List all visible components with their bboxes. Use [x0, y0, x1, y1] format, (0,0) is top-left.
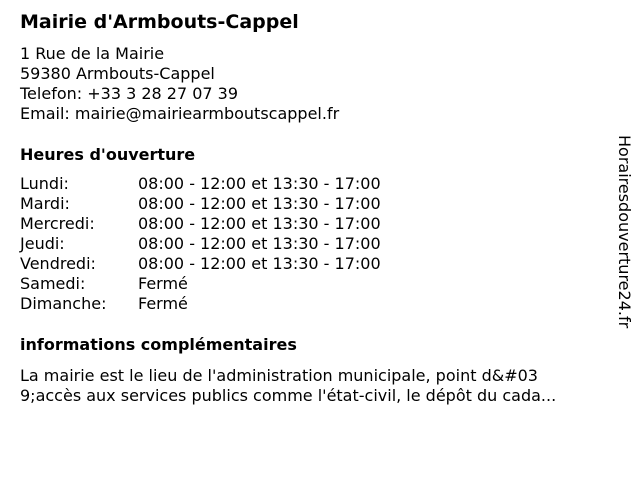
- hours-time: 08:00 - 12:00 et 13:30 - 17:00: [138, 194, 381, 213]
- address-street: 1 Rue de la Mairie: [20, 44, 165, 63]
- hours-heading: Heures d'ouverture: [20, 145, 196, 164]
- hours-day: Jeudi:: [20, 234, 65, 253]
- hours-time: 08:00 - 12:00 et 13:30 - 17:00: [138, 174, 381, 193]
- hours-row-monday: [20, 174, 381, 194]
- hours-time: 08:00 - 12:00 et 13:30 - 17:00: [138, 254, 381, 273]
- hours-time: 08:00 - 12:00 et 13:30 - 17:00: [138, 214, 381, 233]
- hours-row-friday: [20, 254, 381, 274]
- hours-day: Samedi:: [20, 274, 86, 293]
- page-title: Mairie d'Armbouts-Cappel: [20, 11, 299, 33]
- watermark-text: Horairesdouverture24.fr: [615, 135, 634, 329]
- description-line: 9;accès aux services publics comme l'état-civil, le dépôt du cada...: [20, 386, 557, 405]
- hours-time: Fermé: [138, 294, 188, 313]
- description-line: La mairie est le lieu de l'administration municipale, point d&#03: [20, 366, 538, 385]
- info-heading: informations complémentaires: [20, 335, 297, 354]
- hours-row-sunday: [20, 294, 381, 314]
- hours-day: Mercredi:: [20, 214, 95, 233]
- hours-row-wednesday: [20, 214, 381, 234]
- watermark: [612, 135, 636, 345]
- address-block: [20, 44, 339, 124]
- hours-row-saturday: [20, 274, 381, 294]
- hours-table: [20, 174, 381, 314]
- description: [20, 366, 620, 406]
- address-phone: Telefon: +33 3 28 27 07 39: [20, 84, 239, 103]
- hours-time: Fermé: [138, 274, 188, 293]
- hours-row-thursday: [20, 234, 381, 254]
- address-email: Email: mairie@mairiearmboutscappel.fr: [20, 104, 340, 123]
- hours-row-tuesday: [20, 194, 381, 214]
- hours-day: Dimanche:: [20, 294, 107, 313]
- hours-time: 08:00 - 12:00 et 13:30 - 17:00: [138, 234, 381, 253]
- hours-day: Lundi:: [20, 174, 69, 193]
- address-city: 59380 Armbouts-Cappel: [20, 64, 215, 83]
- hours-day: Mardi:: [20, 194, 70, 213]
- hours-day: Vendredi:: [20, 254, 96, 273]
